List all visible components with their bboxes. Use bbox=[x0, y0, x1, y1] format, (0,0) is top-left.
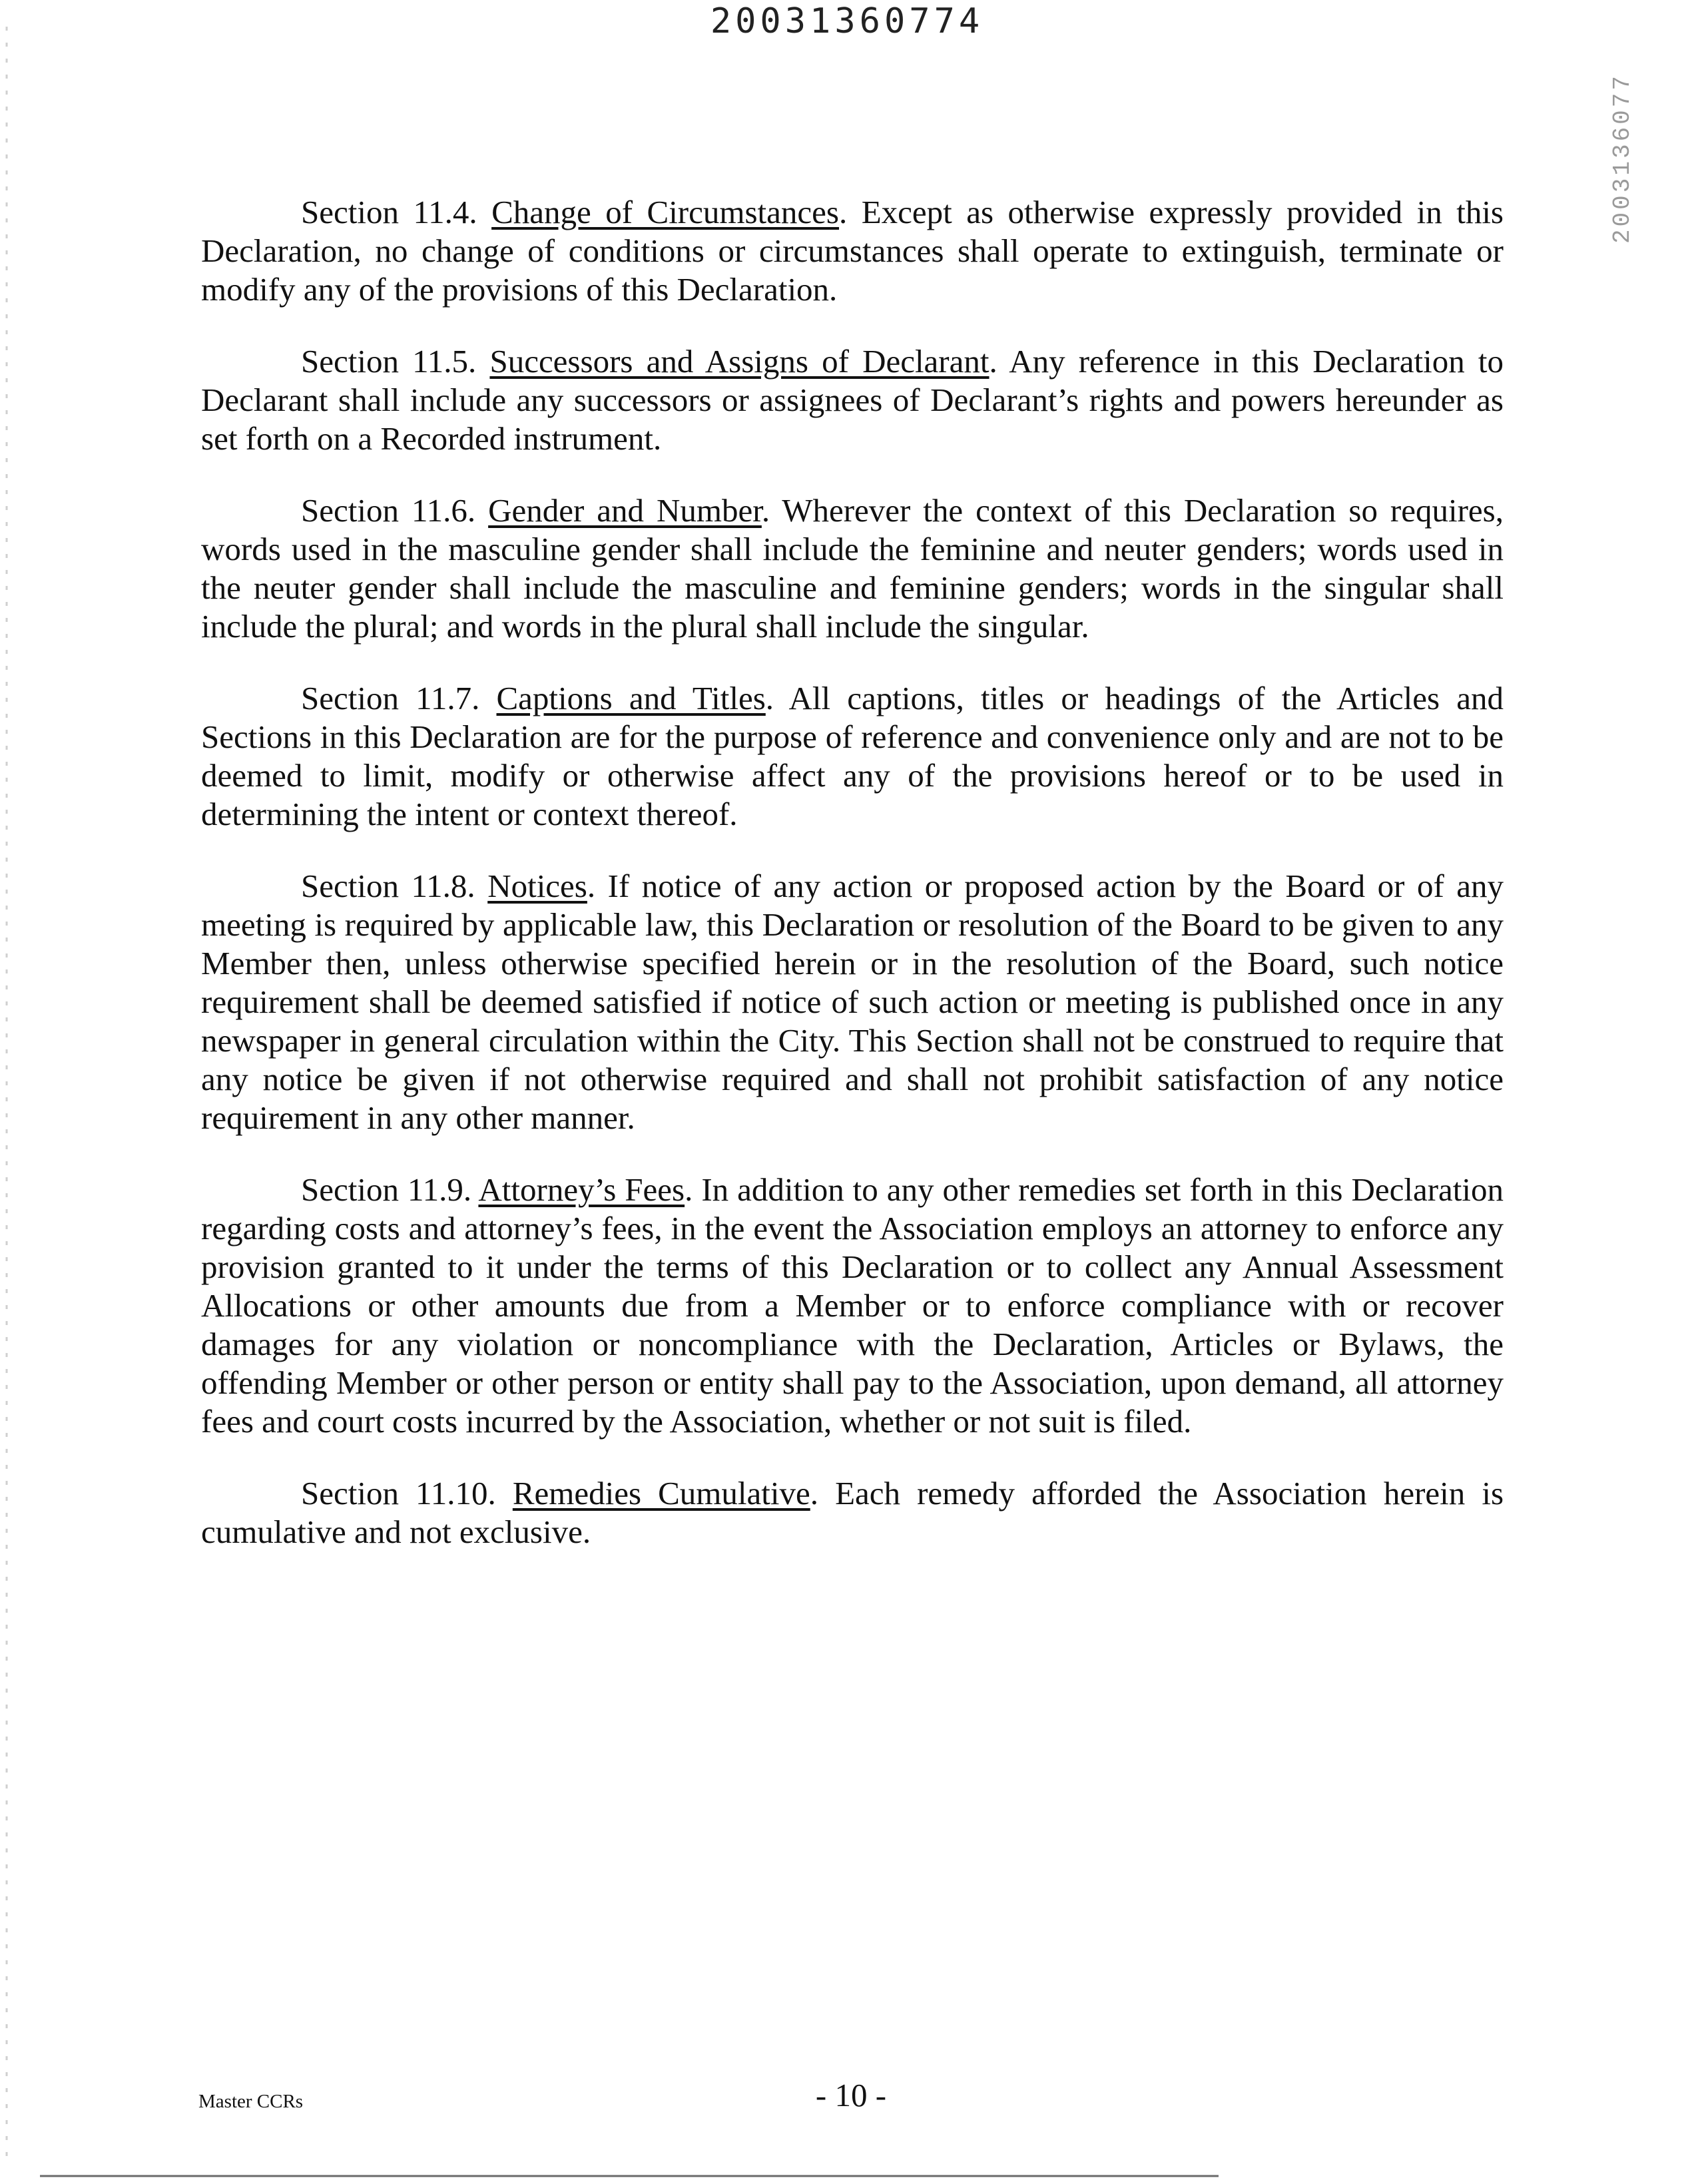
section-text: Wherever the context of this Declaration so requires, words used in the masculine gender shall include the feminine and neuter genders; words used in the neuter gender shall include the masculine and feminine genders; words in the singular shall include the plural; and words in the plural shall include the singular. bbox=[201, 492, 1504, 645]
section-heading: Attorney’s Fees bbox=[478, 1171, 685, 1208]
section-number: Section 11.10. bbox=[301, 1475, 496, 1511]
section-heading: Remedies Cumulative bbox=[512, 1475, 810, 1511]
document-number: 20031360774 bbox=[710, 1, 984, 41]
section-heading: Captions and Titles bbox=[496, 680, 766, 716]
section-11-4: Section 11.4. Change of Circumstances. Except as otherwise expressly provided in this Declaration, no change of conditions or circumstances shall operate to extinguish, terminate or modify any of the provisions of this Declaration. bbox=[201, 194, 1504, 308]
section-11-8: Section 11.8. Notices. If notice of any action or proposed action by the Board or of any meeting is required by applicable law, this Declaration or resolution of the Board to be given to any Member then, unless otherwise specified herein or in the resolution of the Board, such notice requirement shall be deemed satisfied if notice of such action or meeting is published once in any newspaper in general circulation within the City. This Section shall not be construed to require that any notice be given if not otherwise required and shall not prohibit satisfaction of any notice requirement in any other manner. bbox=[201, 868, 1504, 1136]
section-text: Any reference in this Declaration to Declarant shall include any successors or assignees of Declarant’s rights and powers hereunder as set forth on a Recorded instrument. bbox=[201, 343, 1504, 457]
section-number: Section 11.5. bbox=[301, 343, 477, 380]
section-number: Section 11.8. bbox=[301, 868, 475, 904]
section-11-10: Section 11.10. Remedies Cumulative. Each remedy afforded the Association herein is cumulative and not exclusive. bbox=[201, 1475, 1504, 1550]
section-heading: Gender and Number bbox=[488, 492, 762, 529]
page-number: - 10 - bbox=[815, 2077, 887, 2113]
section-heading: Successors and Assigns of Declarant bbox=[489, 343, 989, 380]
section-11-6: Section 11.6. Gender and Number. Wherever the context of this Declaration so requires, words used in the masculine gender shall include the feminine and neuter genders; words used in the neuter gender shall include the masculine and feminine genders; words in the singular shall include the plural; and words in the plural shall include the singular. bbox=[201, 492, 1504, 645]
section-heading: Notices bbox=[487, 868, 587, 904]
section-text: Each remedy afforded the Association herein is cumulative and not exclusive. bbox=[201, 1475, 1504, 1550]
section-number: Section 11.7. bbox=[301, 680, 480, 716]
section-number: Section 11.9. bbox=[301, 1171, 472, 1208]
section-11-7: Section 11.7. Captions and Titles. All captions, titles or headings of the Articles and Sections in this Declaration are for the purpose of reference and convenience only and are not to be deemed to limit, modify or otherwise affect any of the provisions hereof or to be used in determining the intent or context thereof. bbox=[201, 680, 1504, 832]
section-number: Section 11.6. bbox=[301, 492, 476, 529]
section-text: All captions, titles or headings of the Articles and Sections in this Declaration are for the purpose of reference and convenience only and are not to be deemed to limit, modify or otherwise affect any of the provisions hereof or to be used in determining the intent or context thereof. bbox=[201, 680, 1504, 832]
section-11-9: Section 11.9. Attorney’s Fees. In addition to any other remedies set forth in this Declaration regarding costs and attorney’s fees, in the event the Association employs an attorney to enforce any provision granted to it under the terms of this Declaration or to collect any Annual Assessment Allocations or other amounts due from a Member or to enforce compliance with or recover damages for any violation or noncompliance with the Declaration, Articles or Bylaws, the offending Member or other person or entity shall pay to the Association, upon demand, all attorney fees and court costs incurred by the Association, whether or not suit is filed. bbox=[201, 1171, 1504, 1440]
section-heading: Change of Circumstances bbox=[491, 194, 839, 230]
side-stamp-text: 2003136077 bbox=[1609, 73, 1636, 244]
document-body bbox=[201, 193, 1504, 1585]
footer-document-label: Master CCRs bbox=[198, 2091, 304, 2112]
section-11-5: Section 11.5. Successors and Assigns of Declarant. Any reference in this Declaration to Declarant shall include any successors or assignees of Declarant’s rights and powers hereunder as set forth on a Recorded instrument. bbox=[201, 343, 1504, 457]
section-text: Except as otherwise expressly provided in this Declaration, no change of conditions or circumstances shall operate to extinguish, terminate or modify any of the provisions of this Declaration. bbox=[201, 194, 1504, 308]
section-text: If notice of any action or proposed action by the Board or of any meeting is required by applicable law, this Declaration or resolution of the Board to be given to any Member then, unless otherwise specified herein or in the resolution of the Board, such notice requirement shall be deemed satisfied if notice of such action or meeting is published once in any newspaper in general circulation within the City. This Section shall not be construed to require that any notice be given if not otherwise required and shall not prohibit satisfaction of any notice requirement in any other manner. bbox=[201, 868, 1504, 1136]
section-number: Section 11.4. bbox=[301, 194, 477, 230]
section-text: In addition to any other remedies set forth in this Declaration regarding costs and attorney’s fees, in the event the Association employs an attorney to enforce any provision granted to it under the terms of this Declaration or to collect any Annual Assessment Allocations or other amounts due from a Member or to enforce compliance with or recover damages for any violation or noncompliance with the Declaration, Articles or Bylaws, the offending Member or other person or entity shall pay to the Association, upon demand, all attorney fees and court costs incurred by the Association, whether or not suit is filed. bbox=[201, 1171, 1504, 1440]
